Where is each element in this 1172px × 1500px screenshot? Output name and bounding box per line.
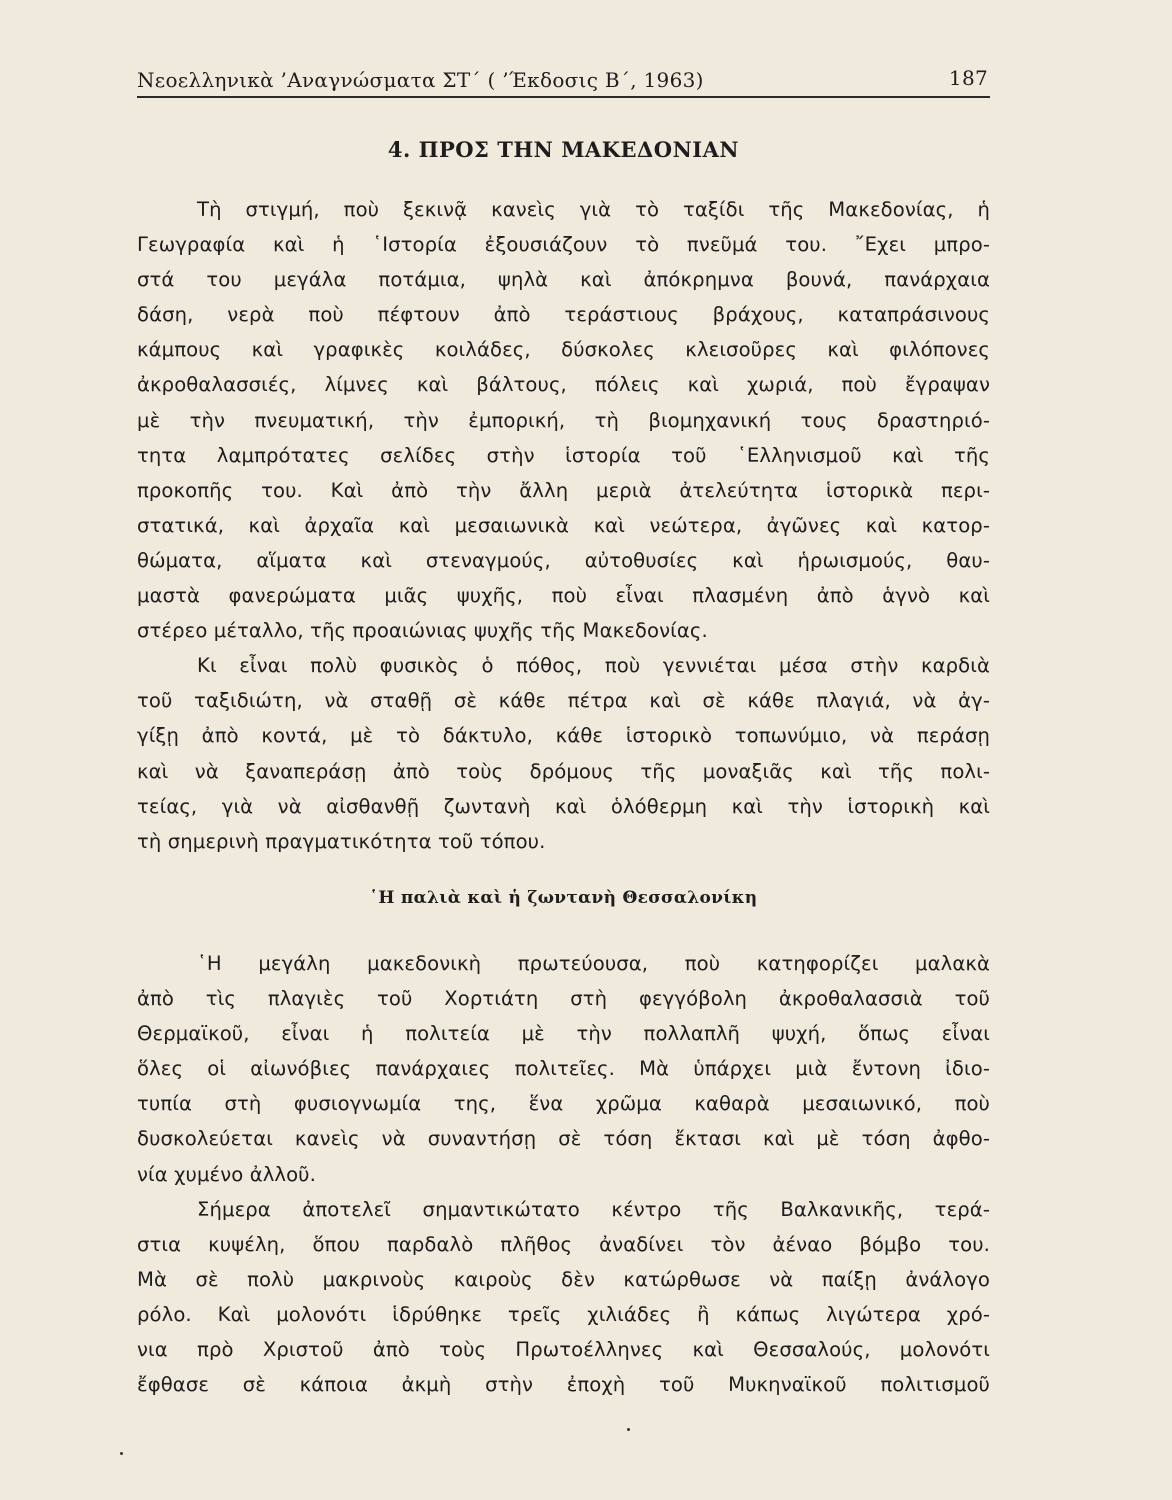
text-line: μαστὰ φανερώματα μιᾶς ψυχῆς, ποὺ εἶναι πλασμένη ἀπὸ ἁγνὸ καὶ [137, 584, 990, 608]
text-line: στέρεο μέταλλο, τῆς προαιώνιας ψυχῆς τῆς Μακεδονίας. [137, 619, 708, 643]
text-line: ῾Η μεγάλη μακεδονικὴ πρωτεύουσα, ποὺ κατηφορίζει μαλακὰ [197, 952, 990, 975]
text-line: δυσκολεύεται κανεὶς νὰ συναντήσῃ σὲ τόση ἔκτασι καὶ μὲ τόση ἀφθο- [137, 1127, 990, 1151]
text-line: προκοπῆς του. Καὶ ἀπὸ τὴν ἄλλη μεριὰ ἀτελεύτητα ἱστορικὰ περι- [137, 478, 990, 502]
text-line: τείας, γιὰ νὰ αἰσθανθῇ ζωντανὴ καὶ ὁλόθερμη καὶ τὴν ἱστορικὴ καὶ [137, 794, 990, 818]
text-line: τυπία στὴ φυσιογνωμία της, ἕνα χρῶμα καθαρὰ μεσαιωνικό, ποὺ [137, 1092, 990, 1116]
text-line: Τὴ στιγμή, ποὺ ξεκινᾷ κανεὶς γιὰ τὸ ταξίδι τῆς Μακεδονίας, ἡ [197, 198, 990, 221]
text-line: δάση, νερὰ ποὺ πέφτουν ἀπὸ τεράστιους βράχους, καταπράσινους [137, 303, 990, 327]
text-line: Γεωγραφία καὶ ἡ ῾Ιστορία ἐξουσιάζουν τὸ πνεῦμά του. ῎Εχει μπρο- [137, 233, 990, 257]
text-line: Μὰ σὲ πολὺ μακρινοὺς καιροὺς δὲν κατώρθωσε νὰ παίξῃ ἀνάλογο [137, 1267, 990, 1291]
running-title: Νεοελληνικὰ ’Αναγνώσματα ΣΤ΄ ( ’Έκδοσις Β΄, 1963) [137, 68, 704, 92]
subsection-title: ῾Η παλιὰ καὶ ἡ ζωντανὴ Θεσσαλονίκη [369, 888, 758, 908]
text-line: ἀπὸ τὶς πλαγιὲς τοῦ Χορτιάτη στὴ φεγγόβολη ἀκροθαλασσιὰ τοῦ [137, 987, 990, 1011]
text-line: ἀκροθαλασσιές, λίμνες καὶ βάλτους, πόλεις καὶ χωριά, ποὺ ἔγραψαν [137, 373, 990, 397]
text-line: στια κυψέλη, ὅπου παρδαλὸ πλῆθος ἀναδίνει τὸν ἀέναο βόμβο του. [137, 1232, 990, 1256]
subsection-body [137, 946, 990, 1402]
section-body [137, 192, 990, 859]
paper-speck [627, 1428, 630, 1431]
text-line: τοῦ ταξιδιώτη, νὰ σταθῇ σὲ κάθε πέτρα καὶ σὲ κάθε πλαγιά, νὰ ἀγ- [137, 689, 990, 713]
text-line: γίξῃ ἀπὸ κοντά, μὲ τὸ δάκτυλο, κάθε ἱστορικὸ τοπωνύμιο, νὰ περάσῃ [137, 724, 990, 748]
text-line: θώματα, αἵματα καὶ στεναγμούς, αὐτοθυσίες καὶ ἡρωισμούς, θαυ- [137, 548, 990, 572]
text-line: ὅλες οἱ αἰωνόβιες πανάρχαιες πολιτεῖες. Μὰ ὑπάρχει μιὰ ἔντονη ἰδιο- [137, 1057, 990, 1081]
text-line: Σήμερα ἀποτελεῖ σημαντικώτατο κέντρο τῆς Βαλκανικῆς, τερά- [197, 1197, 990, 1221]
text-line: νια πρὸ Χριστοῦ ἀπὸ τοὺς Πρωτοέλληνες καὶ Θεσσαλούς, μολονότι [137, 1338, 990, 1362]
text-line: κάμπους καὶ γραφικὲς κοιλάδες, δύσκολες κλεισοῦρες καὶ φιλόπονες [137, 338, 990, 362]
text-line: νία χυμένο ἀλλοῦ. [137, 1162, 316, 1186]
text-line: καὶ νὰ ξαναπεράσῃ ἀπὸ τοὺς δρόμους τῆς μοναξιᾶς καὶ τῆς πολι- [137, 759, 990, 783]
text-line: στατικά, καὶ ἀρχαῖα καὶ μεσαιωνικὰ καὶ νεώτερα, ἀγῶνες καὶ κατορ- [137, 513, 990, 537]
text-line: ρόλο. Καὶ μολονότι ἱδρύθηκε τρεῖς χιλιάδες ἢ κάπως λιγώτερα χρό- [137, 1302, 990, 1326]
section-title: 4. ΠΡΟΣ ΤΗΝ ΜΑΚΕΔΟΝΙΑΝ [387, 137, 740, 162]
running-head [137, 62, 990, 98]
text-line: στά του μεγάλα ποτάμια, ψηλὰ καὶ ἀπόκρημνα βουνά, πανάρχαια [137, 268, 990, 292]
text-line: τὴ σημερινὴ πραγματικότητα τοῦ τόπου. [137, 829, 546, 853]
text-line: μὲ τὴν πνευματική, τὴν ἐμπορική, τὴ βιομηχανική τους δραστηριό- [137, 408, 990, 432]
text-line: Θερμαϊκοῦ, εἶναι ἡ πολιτεία μὲ τὴν πολλαπλῆ ψυχή, ὅπως εἶναι [137, 1022, 990, 1046]
text-line: ἔφθασε σὲ κάποια ἀκμὴ στὴν ἐποχὴ τοῦ Μυκηναϊκοῦ πολιτισμοῦ [137, 1373, 990, 1397]
page-number: 187 [948, 66, 988, 90]
paper-speck [120, 1452, 123, 1455]
text-line: τητα λαμπρότατες σελίδες στὴν ἱστορία τοῦ ῾Ελληνισμοῦ καὶ τῆς [137, 443, 990, 467]
text-line: Κι εἶναι πολὺ φυσικὸς ὁ πόθος, ποὺ γεννιέται μέσα στὴν καρδιὰ [197, 654, 990, 678]
